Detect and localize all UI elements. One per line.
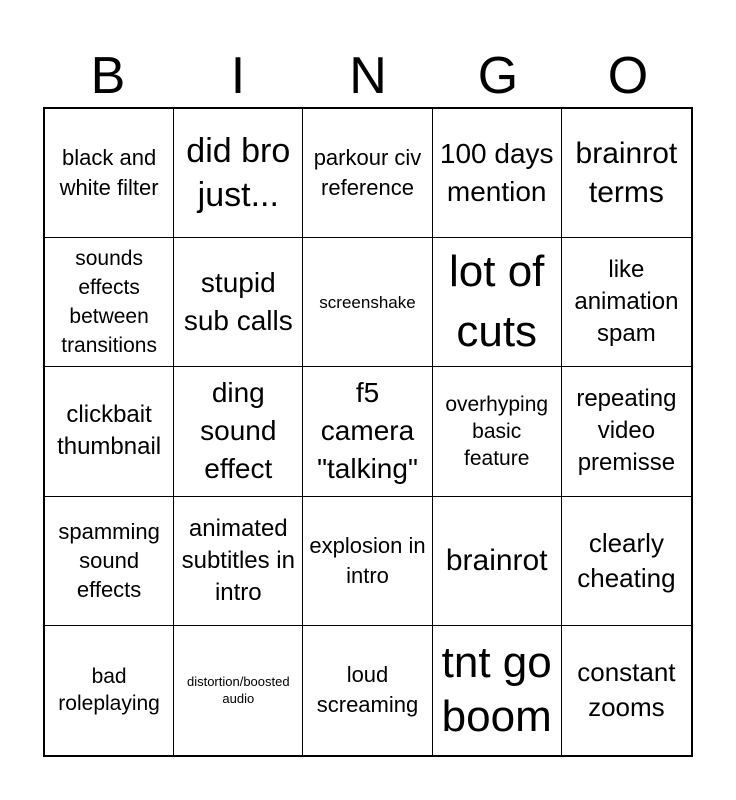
- cell-text: ding sound effect: [200, 377, 277, 485]
- cell-text: stupid sub calls: [183, 267, 293, 337]
- header-letter-n: N: [349, 47, 387, 105]
- cell-text: sounds effects between transitions: [61, 247, 157, 358]
- bingo-cell[interactable]: [562, 238, 691, 367]
- bingo-cell[interactable]: [45, 238, 174, 367]
- bingo-cell[interactable]: [303, 238, 432, 367]
- bingo-cell[interactable]: [303, 367, 432, 496]
- cell-text: explosion in intro: [309, 532, 426, 588]
- bingo-cell[interactable]: [562, 367, 691, 496]
- cell-text: animated subtitles in intro: [181, 514, 295, 606]
- bingo-cell[interactable]: [174, 367, 303, 496]
- cell-text: loud screaming: [316, 662, 419, 718]
- cell-text: black and white filter: [59, 145, 159, 201]
- cell-text: bad roleplaying: [58, 665, 160, 716]
- bingo-cell[interactable]: [303, 497, 432, 626]
- cell-text: constant zooms: [577, 657, 676, 723]
- bingo-cell[interactable]: [174, 109, 303, 238]
- cell-text: like animation spam: [574, 256, 679, 348]
- bingo-board: [43, 107, 693, 757]
- bingo-cell[interactable]: [433, 238, 562, 367]
- bingo-cell[interactable]: [303, 626, 432, 755]
- bingo-cell[interactable]: [562, 626, 691, 755]
- bingo-cell[interactable]: [562, 497, 691, 626]
- cell-text: distortion/boosted audio: [186, 674, 290, 707]
- cell-text: did bro just...: [186, 132, 291, 215]
- cell-text: clickbait thumbnail: [57, 401, 162, 461]
- bingo-cell[interactable]: [562, 109, 691, 238]
- cell-text: clearly cheating: [577, 527, 676, 593]
- cell-text: repeating video premisse: [576, 385, 677, 477]
- bingo-cell[interactable]: [45, 626, 174, 755]
- bingo-cell[interactable]: [174, 626, 303, 755]
- cell-text: brainrot terms: [575, 137, 678, 210]
- bingo-cell[interactable]: [433, 626, 562, 755]
- bingo-cell[interactable]: [433, 367, 562, 496]
- cell-text: spamming sound effects: [58, 519, 160, 603]
- bingo-cell[interactable]: [174, 497, 303, 626]
- bingo-cell[interactable]: [45, 109, 174, 238]
- bingo-cell[interactable]: [303, 109, 432, 238]
- cell-text: screenshake: [319, 292, 416, 312]
- header-letter-g: G: [477, 47, 519, 105]
- bingo-cell[interactable]: [174, 238, 303, 367]
- header-letter-b: B: [90, 47, 126, 105]
- cell-text: brainrot: [445, 544, 548, 578]
- cell-text: parkour civ reference: [313, 145, 422, 201]
- header-letter-i: I: [230, 47, 246, 105]
- cell-text: 100 days mention: [439, 138, 554, 208]
- bingo-cell[interactable]: [45, 497, 174, 626]
- bingo-cell[interactable]: [433, 497, 562, 626]
- bingo-cell[interactable]: [433, 109, 562, 238]
- cell-text: overhyping basic feature: [445, 392, 549, 470]
- header-letter-o: O: [607, 47, 649, 105]
- bingo-header: [43, 45, 693, 107]
- bingo-cell[interactable]: [45, 367, 174, 496]
- cell-text: lot of cuts: [449, 247, 545, 357]
- cell-text: f5 camera "talking": [317, 377, 418, 485]
- cell-text: tnt go boom: [441, 638, 552, 742]
